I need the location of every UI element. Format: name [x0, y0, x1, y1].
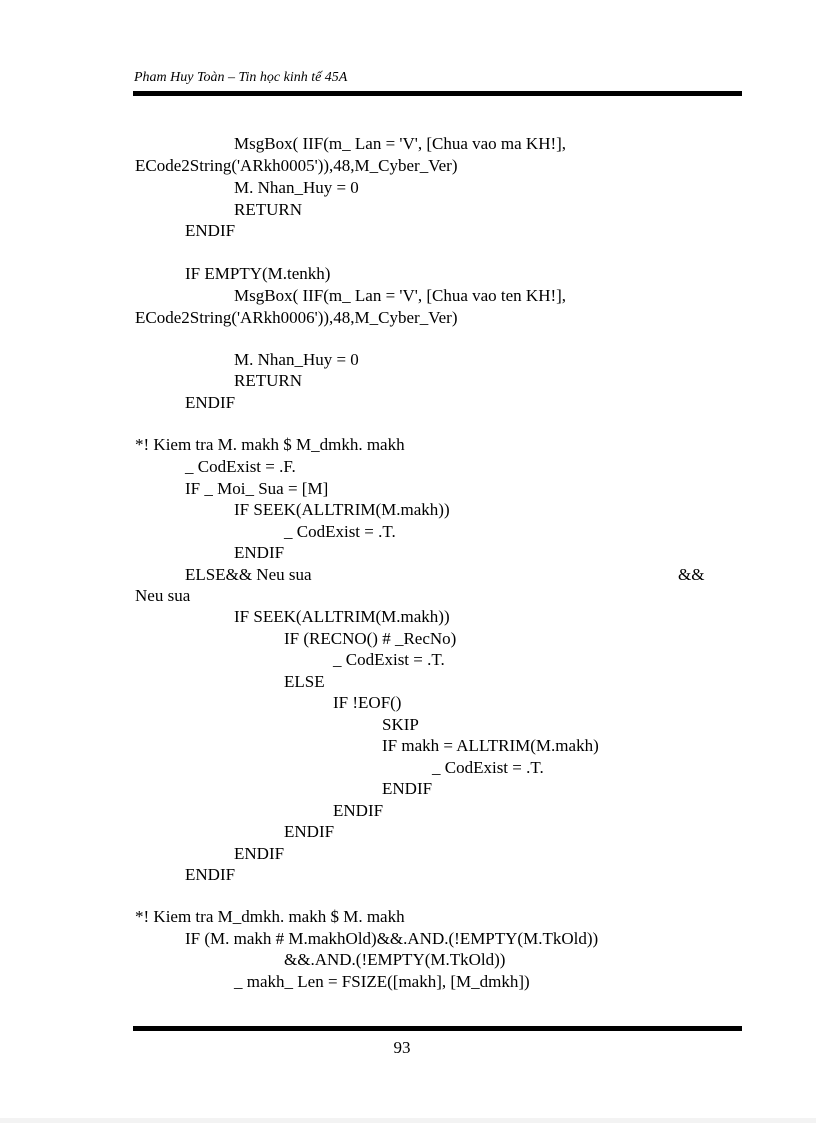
code-line: MsgBox( IIF(m_ Lan = 'V', [Chua vao ten KH!], — [234, 286, 567, 305]
code-line: IF makh = ALLTRIM(M.makh) — [382, 736, 599, 755]
code-line: IF _ Moi_ Sua = [M] — [185, 479, 329, 498]
code-line: *! Kiem tra M_dmkh. makh $ M. makh — [135, 907, 405, 926]
header-text: Pham Huy Toàn – Tin học kinh tế 45A — [134, 70, 348, 85]
code-line: &&.AND.(!EMPTY(M.TkOld)) — [284, 950, 506, 969]
code-line: ENDIF — [185, 393, 236, 412]
code-line: ENDIF — [333, 801, 384, 820]
code-line: ENDIF — [234, 844, 285, 863]
page-number: 93 — [393, 1038, 411, 1057]
code-line: _ makh_ Len = FSIZE([makh], [M_dmkh]) — [234, 972, 530, 991]
code-line: MsgBox( IIF(m_ Lan = 'V', [Chua vao ma KH!], — [234, 134, 567, 153]
page-bottom-band — [0, 1118, 816, 1123]
footer-rule — [133, 1026, 742, 1031]
code-line: ENDIF — [382, 779, 433, 798]
code-line: ELSE&& Neu sua — [185, 565, 312, 584]
code-line: IF (RECNO() # _RecNo) — [284, 629, 457, 648]
code-line: _ CodExist = .T. — [333, 650, 445, 669]
code-line: IF SEEK(ALLTRIM(M.makh)) — [234, 607, 450, 626]
code-line: IF EMPTY(M.tenkh) — [185, 264, 331, 283]
code-line: ENDIF — [185, 865, 236, 884]
code-line: ECode2String('ARkh0006')),48,M_Cyber_Ver) — [135, 308, 458, 327]
code-line: ECode2String('ARkh0005')),48,M_Cyber_Ver) — [135, 156, 458, 175]
code-line: ELSE — [284, 672, 325, 691]
code-line: RETURN — [234, 371, 302, 390]
header-rule — [133, 91, 742, 96]
code-line: M. Nhan_Huy = 0 — [234, 178, 359, 197]
code-line: ENDIF — [234, 543, 285, 562]
code-line: ENDIF — [185, 221, 236, 240]
code-line: _ CodExist = .T. — [432, 758, 544, 777]
code-line: Neu sua — [135, 586, 191, 605]
code-line: _ CodExist = .F. — [185, 457, 296, 476]
code-line: IF SEEK(ALLTRIM(M.makh)) — [234, 500, 450, 519]
code-line: RETURN — [234, 200, 302, 219]
code-line: *! Kiem tra M. makh $ M_dmkh. makh — [135, 435, 405, 454]
code-line: ENDIF — [284, 822, 335, 841]
code-line: IF (M. makh # M.makhOld)&&.AND.(!EMPTY(M.TkOld)) — [185, 929, 599, 948]
code-line: SKIP — [382, 715, 419, 734]
code-line: _ CodExist = .T. — [284, 522, 396, 541]
code-line: && — [678, 565, 705, 584]
code-line: M. Nhan_Huy = 0 — [234, 350, 359, 369]
code-line: IF !EOF() — [333, 693, 402, 712]
